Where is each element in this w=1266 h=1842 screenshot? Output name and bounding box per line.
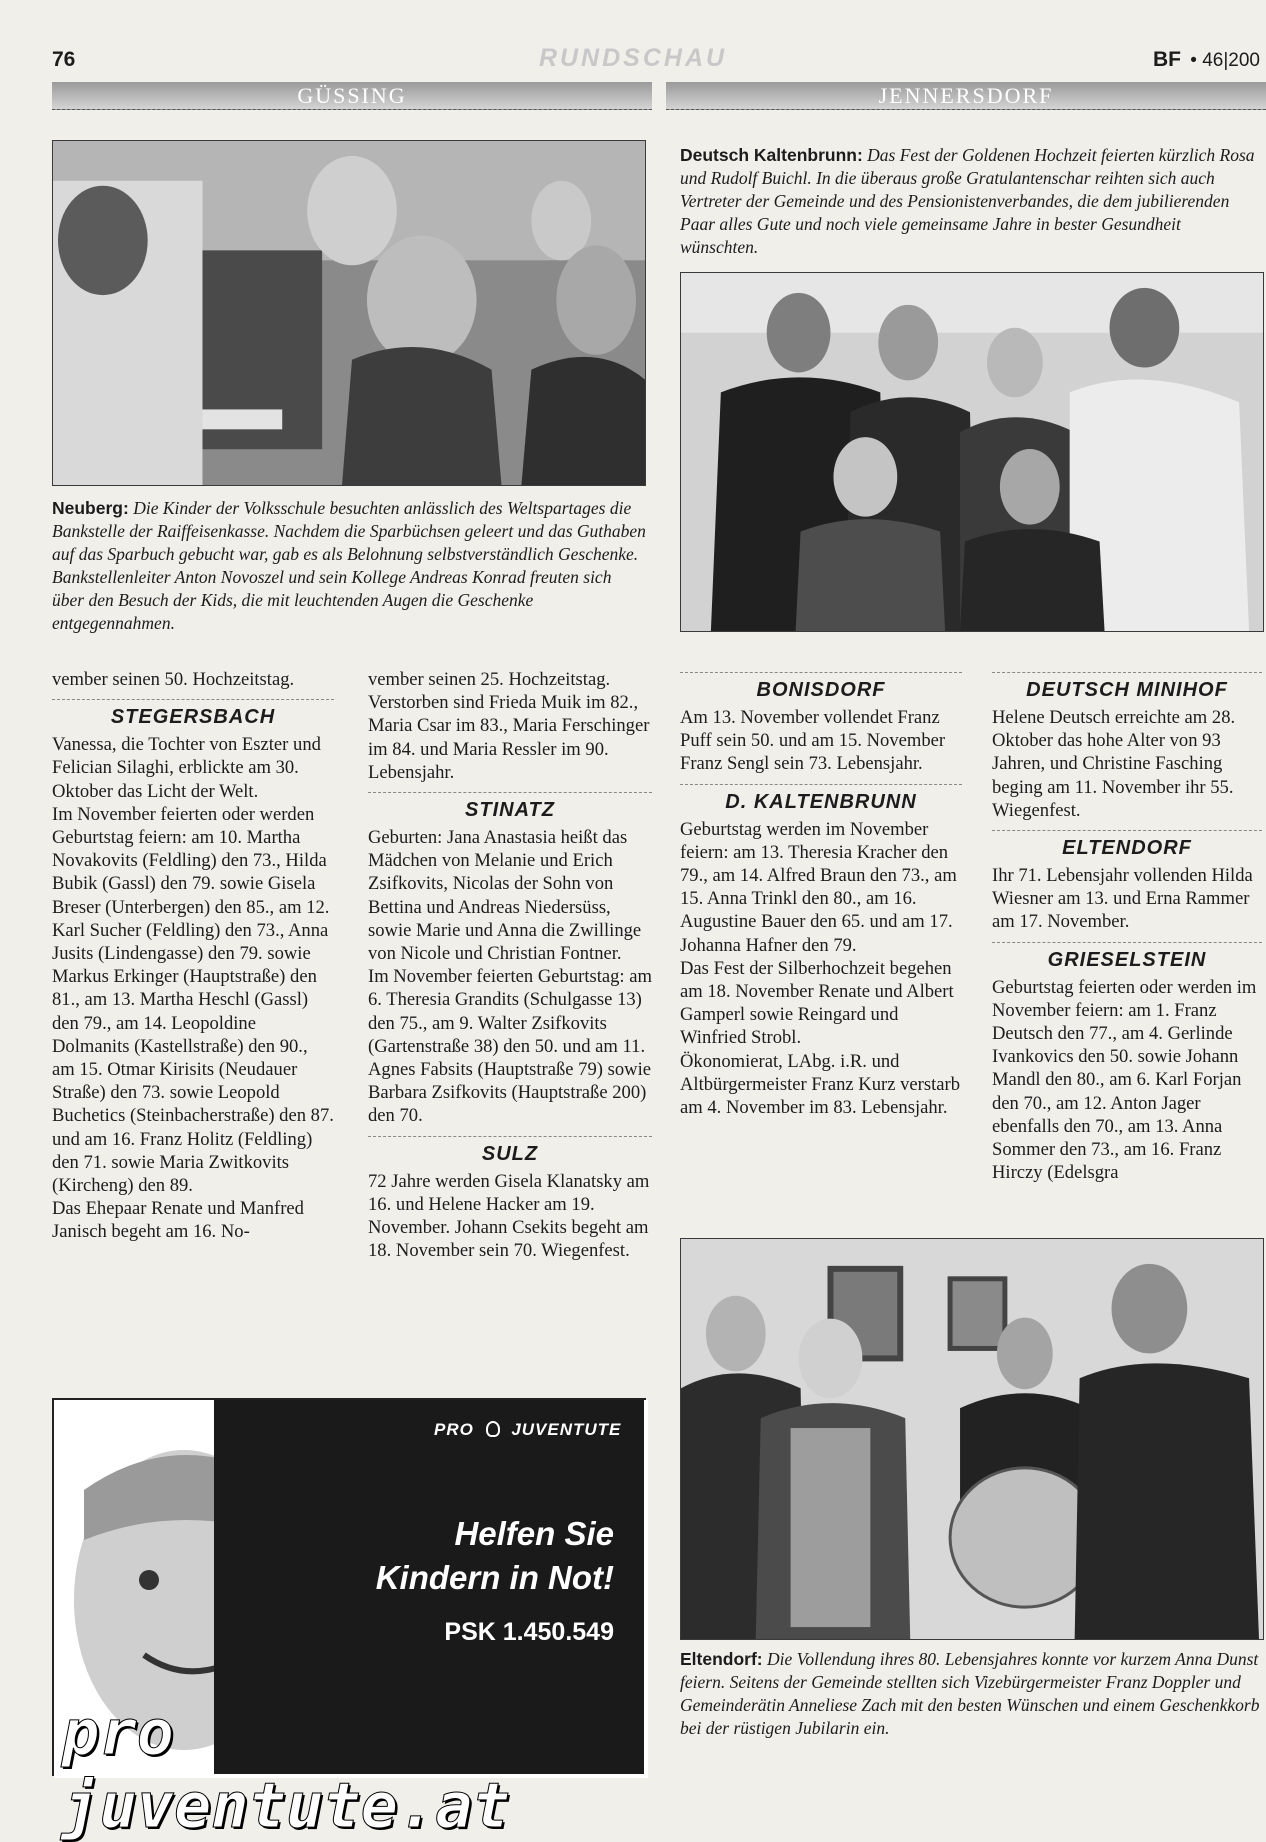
col4-eltendorf-p1: Ihr 71. Lebensjahr vollenden Hilda Wiesner am 13. und Erna Rammer am 17. November. [992,865,1253,933]
heading-bonisdorf: BONISDORF [680,672,962,702]
col3-kaltenbrunn-p2: Das Fest der Silberhochzeit begehen am 18. November Renate und Albert Gamperl sowie Reingard und Winfried Strobl. [680,957,954,1049]
col2-sulz-p1: 72 Jahre werden Gisela Klanatsky am 16. und Helene Hacker am 19. November. Johann Csekits begeht am 18. November sein 70. Wiegenfest. [368,1170,650,1262]
photo-kaltenbrunn-image [681,273,1263,631]
ad-logo [434,1420,621,1440]
ad-logo-right: JUVENTUTE [511,1420,622,1439]
column-1 [52,668,334,1244]
col2-stinatz-p2: Im November feierten Geburtstag: am 6. Theresia Grandits (Schulgasse 13) den 75., am 9. Walter Zsifkovits (Gartenstraße 38) den 50. und am 11. Agnes Fabsits (Hauptstraße 79) sowie Barbara Zsifkovits (Hauptstraße 200) den 70. [368,966,652,1127]
caption-eltendorf-place: Eltendorf: [680,1649,763,1669]
heading-stinatz: STINATZ [368,792,652,822]
photo-eltendorf [680,1238,1264,1640]
ad-slogan-line1: Helfen Sie [454,1515,614,1552]
column-3 [680,672,962,1119]
heading-grieselstein: GRIESELSTEIN [992,942,1262,972]
col1-stegersbach-p3: Das Ehepaar Renate und Manfred Janisch begeht am 16. No- [52,1198,304,1243]
caption-kaltenbrunn [680,144,1262,259]
issue-brand: BF [1153,48,1181,71]
photo-neuberg [52,140,646,486]
caption-neuberg [52,497,646,635]
issue-number: 46|200 [1202,50,1260,71]
balloon-icon [486,1421,500,1437]
ad-slogan-line2: Kindern in Not! [375,1559,614,1596]
heading-sulz: SULZ [368,1136,652,1166]
col4-grieselstein-p1: Geburtstag feierten oder werden im November feiern: am 1. Franz Deutsch den 77., am 4. Gerlinde Ivankovics den 50. sowie Johann Mandl den 80., am 6. Karl Forjan den 70., am 12. Anton Jager ebenfalls den 70., am 13. Anna Sommer den 73., am 16. Franz Hirczy (Edelsgra [992,976,1257,1184]
col2-intro: vember seinen 25. Hochzeitstag. [368,669,611,690]
magazine-title: RUNDSCHAU [538,44,728,72]
page-number: 76 [52,48,76,71]
heading-d-kaltenbrunn: D. KALTENBRUNN [680,784,962,814]
column-2 [368,668,652,1262]
ad-slogan [354,1512,614,1600]
col4-minihof-p1: Helene Deutsch erreichte am 28. Oktober das hohe Alter von 93 Jahren, und Christine Fasching beging am 11. November ihr 55. Wiegenfest. [992,707,1236,821]
caption-eltendorf [680,1648,1262,1740]
col1-stegersbach-p2: Im November feierten oder werden Geburtstag feiern: am 10. Martha Novakovits (Feldling) den 73., Hilda Bubik (Gassl) den 79. sowie Gisela Breser (Unterbergen) den 85., am 12. Karl Sucher (Feldling) den 73., Anna Jusits (Lindengasse) den 79. sowie Markus Erkinger (Hauptstraße) den 81., am 13. Martha Heschl (Gassl) den 79., am 14. Leopoldine Dolmanits (Kastellstraße) den 90., am 15. Otmar Kirisits (Neudauer Straße) den 73. sowie Leopold Buchetics (Steinbacherstraße) den 87. und am 16. Franz Holitz (Feldling) den 71. sowie Maria Zwitkovits (Kircheng) den 89. [52,803,334,1197]
region-bar-jennersdorf: JENNERSDORF [666,82,1266,110]
col3-bonisdorf-p1: Am 13. November vollendet Franz Puff sein 50. und am 15. November Franz Sengl sein 73. Lebensjahr. [680,707,946,775]
ad-url[interactable]: pro juventute.at [62,1696,510,1842]
heading-deutsch-minihof: DEUTSCH MINIHOF [992,672,1262,702]
photo-kaltenbrunn [680,272,1264,632]
ad-logo-left: PRO [434,1420,474,1439]
issue-separator: • [1190,50,1197,71]
region-bar-guessing: GÜSSING [52,82,652,110]
col1-intro: vember seinen 50. Hochzeitstag. [52,669,295,690]
photo-eltendorf-image [681,1239,1263,1639]
caption-kaltenbrunn-place: Deutsch Kaltenbrunn: [680,145,863,165]
column-4 [992,672,1262,1184]
caption-eltendorf-text: Die Vollendung ihres 80. Lebensjahres konnte vor kurzem Anna Dunst feiern. Seitens der Gemeinde stellten sich Vizebürgermeister Franz Doppler und Gemeinderätin Anneliese Zach mit den besten Wünschen und einem Geschenkkorb bei der rüstigen Jubilarin ein. [680,1649,1260,1738]
col3-kaltenbrunn-p3: Ökonomierat, LAbg. i.R. und Altbürgermeister Franz Kurz verstarb am 4. November im 83. Lebensjahr. [680,1050,961,1119]
col2-intro-p2: Verstorben sind Frieda Muik im 82., Maria Csar im 83., Maria Ferschinger im 84. und Maria Ressler im 90. Lebensjahr. [368,692,650,783]
heading-stegersbach: STEGERSBACH [52,699,334,729]
ad-pro-juventute[interactable] [52,1398,646,1842]
caption-neuberg-text: Die Kinder der Volksschule besuchten anlässlich des Weltspartages die Bankstelle der Raiffeisenkasse. Nachdem die Sparbüchsen geleert und das Guthaben auf das Sparbuch gebucht war, gab es als Belohnung selbstverständlich Geschenke. Bankstellenleiter Anton Novoszel und sein Kollege Andreas Konrad freuten sich über den Besuch der Kids, die mit leuchtenden Augen die Geschenke entgegennahmen. [52,498,646,633]
col3-kaltenbrunn-p1: Geburtstag werden im November feiern: am 13. Theresia Kracher den 79., am 14. Alfred Braun den 73., am 15. Anna Trinkl den 80., am 16. Augustine Bauer den 65. und am 17. Johanna Hafner den 79. [680,818,957,956]
issue-label [1153,48,1260,72]
col2-stinatz-p1: Geburten: Jana Anastasia heißt das Mädchen von Melanie und Erich Zsifkovits, Nicolas der Sohn von Bettina und Andreas Niedersüss, sowie Marie und Anna die Zwillinge von Nicole und Christian Fontner. [368,827,642,965]
col1-stegersbach-p1: Vanessa, die Tochter von Eszter und Felician Silaghi, erblickte am 30. Oktober das Licht der Welt. [52,734,321,802]
ad-account: PSK 1.450.549 [444,1618,614,1646]
heading-eltendorf: ELTENDORF [992,830,1262,860]
caption-neuberg-place: Neuberg: [52,498,129,518]
photo-neuberg-image [53,141,645,485]
caption-kaltenbrunn-text: Das Fest der Goldenen Hochzeit feierten kürzlich Rosa und Rudolf Buichl. In die überaus große Gratulantenschar reihten sich auch Vertreter der Gemeinde und des Pensionistenverbandes, die dem jubilierenden Paar alles Gute und noch viele gemeinsame Jahre in bester Gesundheit wünschten. [680,145,1255,257]
